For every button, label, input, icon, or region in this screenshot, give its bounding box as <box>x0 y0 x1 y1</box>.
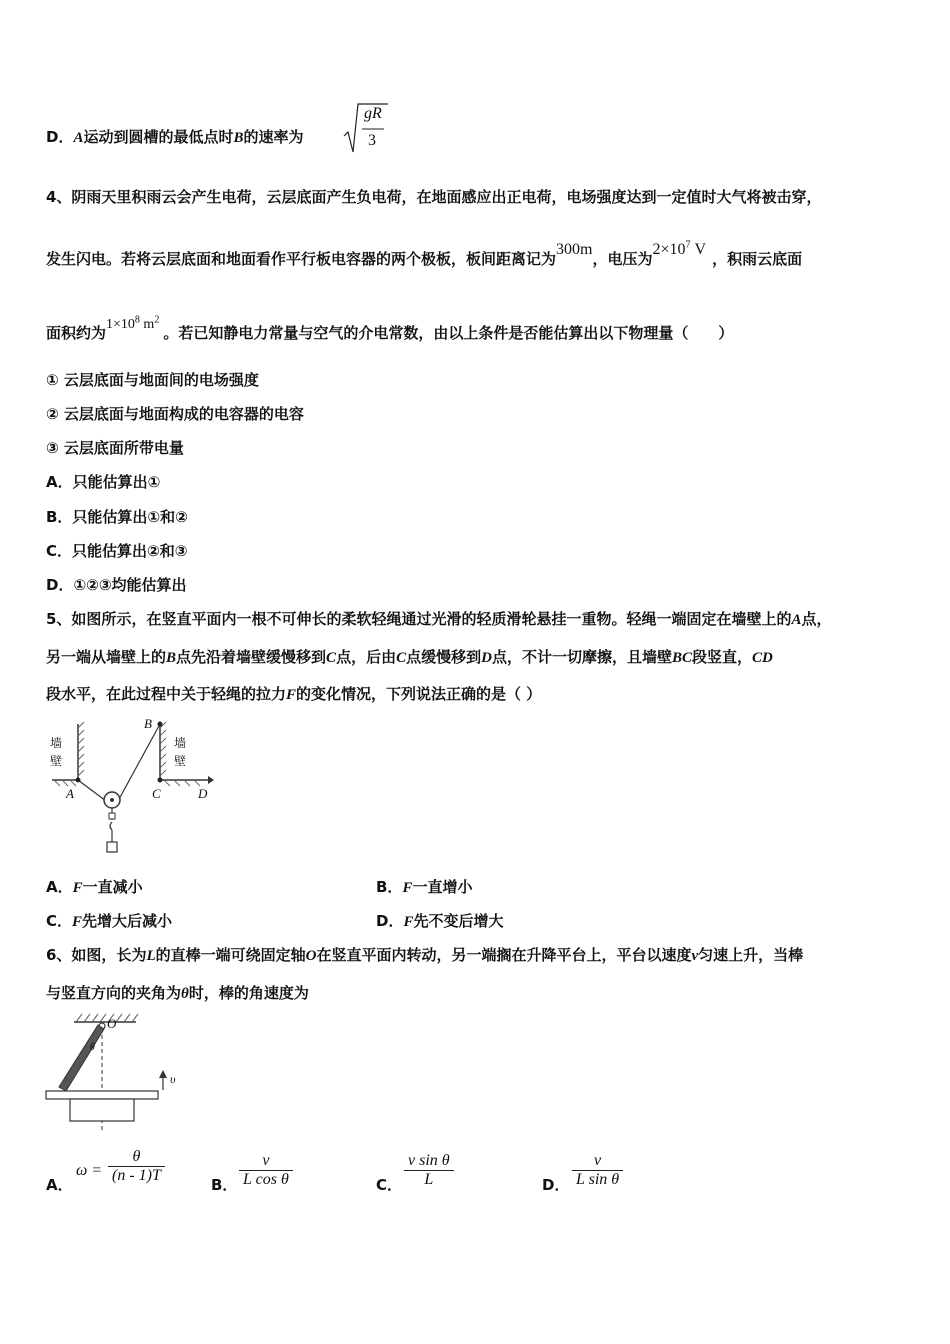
area-value: $1\times 10^8$ $m^2$ <box>106 314 160 332</box>
omega-symbol: ω = <box>76 1162 103 1179</box>
q5-option-a: A．F一直减小 <box>46 878 143 896</box>
q4-line-1: 4、阴雨天里积雨云会产生电荷，云层底面产生负电荷，在地面感应出正电荷，电场强度达到一定值时大气将被击穿， <box>46 188 822 206</box>
point-label-c: C <box>152 786 161 801</box>
q6-line-1: 6、如图，长为L的直棒一端可绕固定轴O在竖直平面内转动，另一端搁在升降平台上，平台以速度v匀速上升，当棒 <box>46 946 804 964</box>
q4-line-2: 发生闪电。若将云层底面和地面看作平行板电容器的两个极板，板间距离记为300m，电压为$2\times 10^7$ V，积雨云底面 <box>46 239 803 268</box>
sqrt-denominator: 3 <box>368 132 376 149</box>
q4-item-3: ③ 云层底面所带电量 <box>46 439 184 457</box>
q4-option-c: C．只能估算出②和③ <box>46 542 188 560</box>
q6-rod-figure <box>44 1010 194 1134</box>
wall-label-right: 墙 <box>174 736 187 750</box>
angle-label-theta: θ <box>90 1042 95 1053</box>
point-label-a: A <box>66 786 74 801</box>
q5-line-3: 段水平，在此过程中关于轻绳的拉力F的变化情况，下列说法正确的是（ ） <box>46 685 542 703</box>
q3-sqrt-expression <box>342 102 388 154</box>
q3-option-d: D．A运动到圆槽的最低点时B的速率为 <box>46 128 304 146</box>
q4-item-2: ② 云层底面与地面构成的电容器的电容 <box>46 405 304 423</box>
wall-label-left-2: 壁 <box>50 754 63 768</box>
fraction: $\frac{\theta}{(n - 1)T}$ <box>108 1148 165 1185</box>
pivot-label-o: O <box>107 1016 117 1031</box>
sqrt-numerator: gR <box>364 105 382 122</box>
wall-label-right-2: 壁 <box>174 754 187 768</box>
distance-value: 300m <box>556 241 593 258</box>
velocity-label-v: υ <box>170 1072 176 1086</box>
fraction: $\frac{v}{\text{L sin θ}}$ <box>572 1152 623 1189</box>
q5-pulley-figure <box>44 714 224 858</box>
q4-option-d: D．①②③均能估算出 <box>46 576 187 594</box>
wall-label-left: 墙 <box>50 736 63 750</box>
q5-line-2: 另一端从墙壁上的B点先沿着墙壁缓慢移到C点，后由C点缓慢移到D点，不计一切摩擦，且墙壁BC段竖直，CD <box>46 648 773 666</box>
point-label-b: B <box>144 716 152 731</box>
fraction: $\frac{v}{\text{L cos θ}}$ <box>239 1152 293 1189</box>
q5-option-b: B．F一直增小 <box>376 878 473 896</box>
voltage-value: $2\times 10^7$ V <box>652 239 707 258</box>
q6-line-2: 与竖直方向的夹角为θ时，棒的角速度为 <box>46 984 309 1002</box>
q4-option-a: A．只能估算出① <box>46 473 161 491</box>
q5-line-1: 5、如图所示，在竖直平面内一根不可伸长的柔软轻绳通过光滑的轻质滑轮悬挂一重物。轻绳一端固定在墙壁上的A点， <box>46 610 832 628</box>
fraction: $\frac{\text{v sin θ}}{L}$ <box>404 1152 454 1189</box>
q4-option-b: B．只能估算出①和② <box>46 508 188 526</box>
q4-line-3: 面积约为$1\times 10^8$ $m^2$。若已知静电力常量与空气的介电常数，由以上条件是否能估算出以下物理量（ ） <box>46 314 734 342</box>
q4-item-1: ① 云层底面与地面间的电场强度 <box>46 371 259 389</box>
q5-option-d: D．F先不变后增大 <box>376 912 504 930</box>
q5-option-c: C．F先增大后减小 <box>46 912 173 930</box>
point-label-d: D <box>198 786 208 801</box>
